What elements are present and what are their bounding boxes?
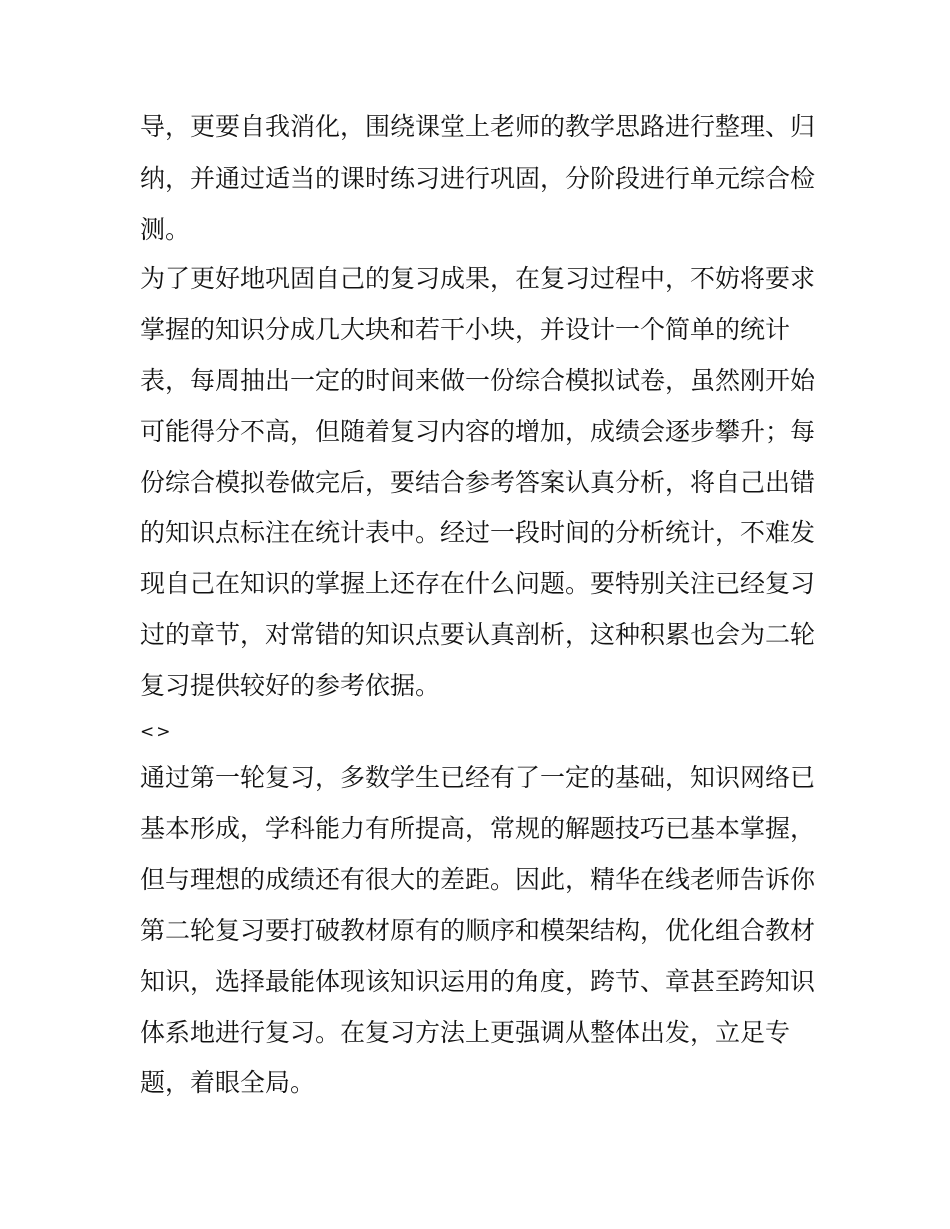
text-line: 题，着眼全局。 [140,1068,316,1097]
text-line: 但与理想的成绩还有很大的差距。因此，精华在线老师告诉你 [140,865,816,894]
text-line: 知识，选择最能体现该知识运用的角度，跨节、章甚至跨知识 [140,967,816,996]
text-line: 的知识点标注在统计表中。经过一段时间的分析统计，不难发 [140,518,816,547]
text-line: 掌握的知识分成几大块和若干小块，并设计一个简单的统计 [140,315,791,344]
text-line: 测。 [140,215,191,244]
section-marker: <> [140,722,173,742]
text-line: 为了更好地巩固自己的复习成果，在复习过程中，不妨将要求 [140,264,816,293]
text-line: 现自己在知识的掌握上还存在什么问题。要特别关注已经复习 [140,569,816,598]
text-line: 表，每周抽出一定的时间来做一份综合模拟试卷，虽然刚开始 [140,366,816,395]
text-line: 过的章节，对常错的知识点要认真剖析，这种积累也会为二轮 [140,620,816,649]
text-line: 通过第一轮复习，多数学生已经有了一定的基础，知识网络已 [140,763,816,792]
text-line: 基本形成，学科能力有所提高，常规的解题技巧已基本掌握， [140,814,816,843]
text-line: 份综合模拟卷做完后，要结合参考答案认真分析，将自己出错 [140,468,816,497]
text-line: 体系地进行复习。在复习方法上更强调从整体出发，立足专 [140,1018,791,1047]
text-line: 导，更要自我消化，围绕课堂上老师的教学思路进行整理、归 [140,112,816,141]
text-line: 可能得分不高，但随着复习内容的增加，成绩会逐步攀升；每 [140,417,816,446]
text-line: 复习提供较好的参考依据。 [140,671,441,700]
text-line: 纳，并通过适当的课时练习进行巩固，分阶段进行单元综合检 [140,164,816,193]
text-line: 第二轮复习要打破教材原有的顺序和模架结构，优化组合教材 [140,916,816,945]
